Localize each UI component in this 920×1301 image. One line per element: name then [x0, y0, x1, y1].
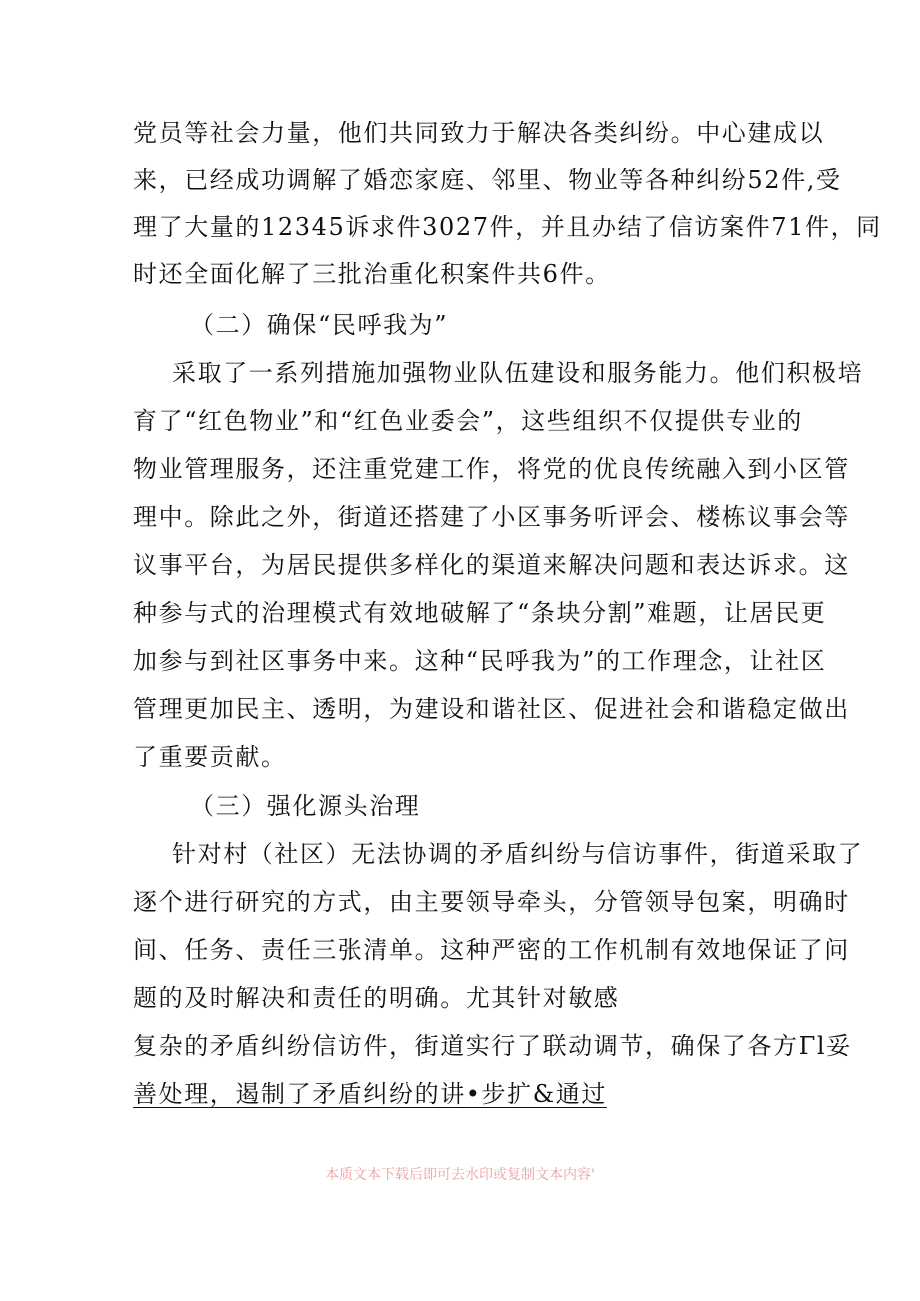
text-line: 理中。除此之外，街道还搭建了小区事务听评会、楼栋议事会等 — [133, 503, 850, 531]
text-line: 物业管理服务，还注重党建工作，将党的优良传统融入到小区管 — [133, 455, 850, 483]
text-line: 复杂的矛盾纠纷信访件，街道实行了联动调节，确保了各方Γl妥 — [133, 1032, 852, 1060]
text-line: 育了“红色物业”和“红色业委会”，这些组织不仅提供专业的 — [133, 407, 803, 435]
text-line: 加参与到社区事务中来。这种“民呼我为”的工作理念，让社区 — [133, 647, 827, 675]
text-line: 了重要贡献。 — [133, 743, 287, 771]
watermark-footer: 本质文本下载后即可去水印或复制文本内容' — [325, 1167, 595, 1183]
text-line: 管理更加民主、透明，为建设和谐社区、促进社会和谐稳定做出 — [133, 695, 850, 723]
text-line-underlined: 善处理，遏制了矛盾纠纷的讲•步扩&通过 — [133, 1080, 607, 1108]
section-heading-2: （二）确保“民呼我为” — [190, 311, 449, 339]
text-line: 议事平台，为居民提供多样化的渠道来解决问题和表达诉求。这 — [133, 551, 850, 579]
text-line: 党员等社会力量，他们共同致力于解决各类纠纷。中心建成以 — [133, 119, 825, 147]
text-line: 种参与式的治理模式有效地破解了“条块分割”难题，让居民更 — [133, 599, 827, 627]
text-line: 间、任务、责任三张清单。这种严密的工作机制有效地保证了问 — [133, 936, 850, 964]
text-line: 理了大量的12345诉求件3027件，并且办结了信访案件71件，同 — [133, 213, 882, 241]
text-line: 针对村（社区）无法协调的矛盾纠纷与信访事件，街道采取了 — [172, 840, 864, 868]
text-line: 逐个进行研究的方式，由主要领导牵头，分管领导包案，明确时 — [133, 888, 850, 916]
text-line: 来，已经成功调解了婚恋家庭、邻里、物业等各种纠纷52件,受 — [133, 166, 842, 194]
text-line: 采取了一系列措施加强物业队伍建设和服务能力。他们积极培 — [172, 359, 864, 387]
section-heading-3: （三）强化源头治理 — [190, 792, 421, 820]
text-line: 时还全面化解了三批治重化积案件共6件。 — [133, 260, 611, 288]
text-line: 题的及时解决和责任的明确。尤其针对敏感 — [133, 984, 620, 1012]
